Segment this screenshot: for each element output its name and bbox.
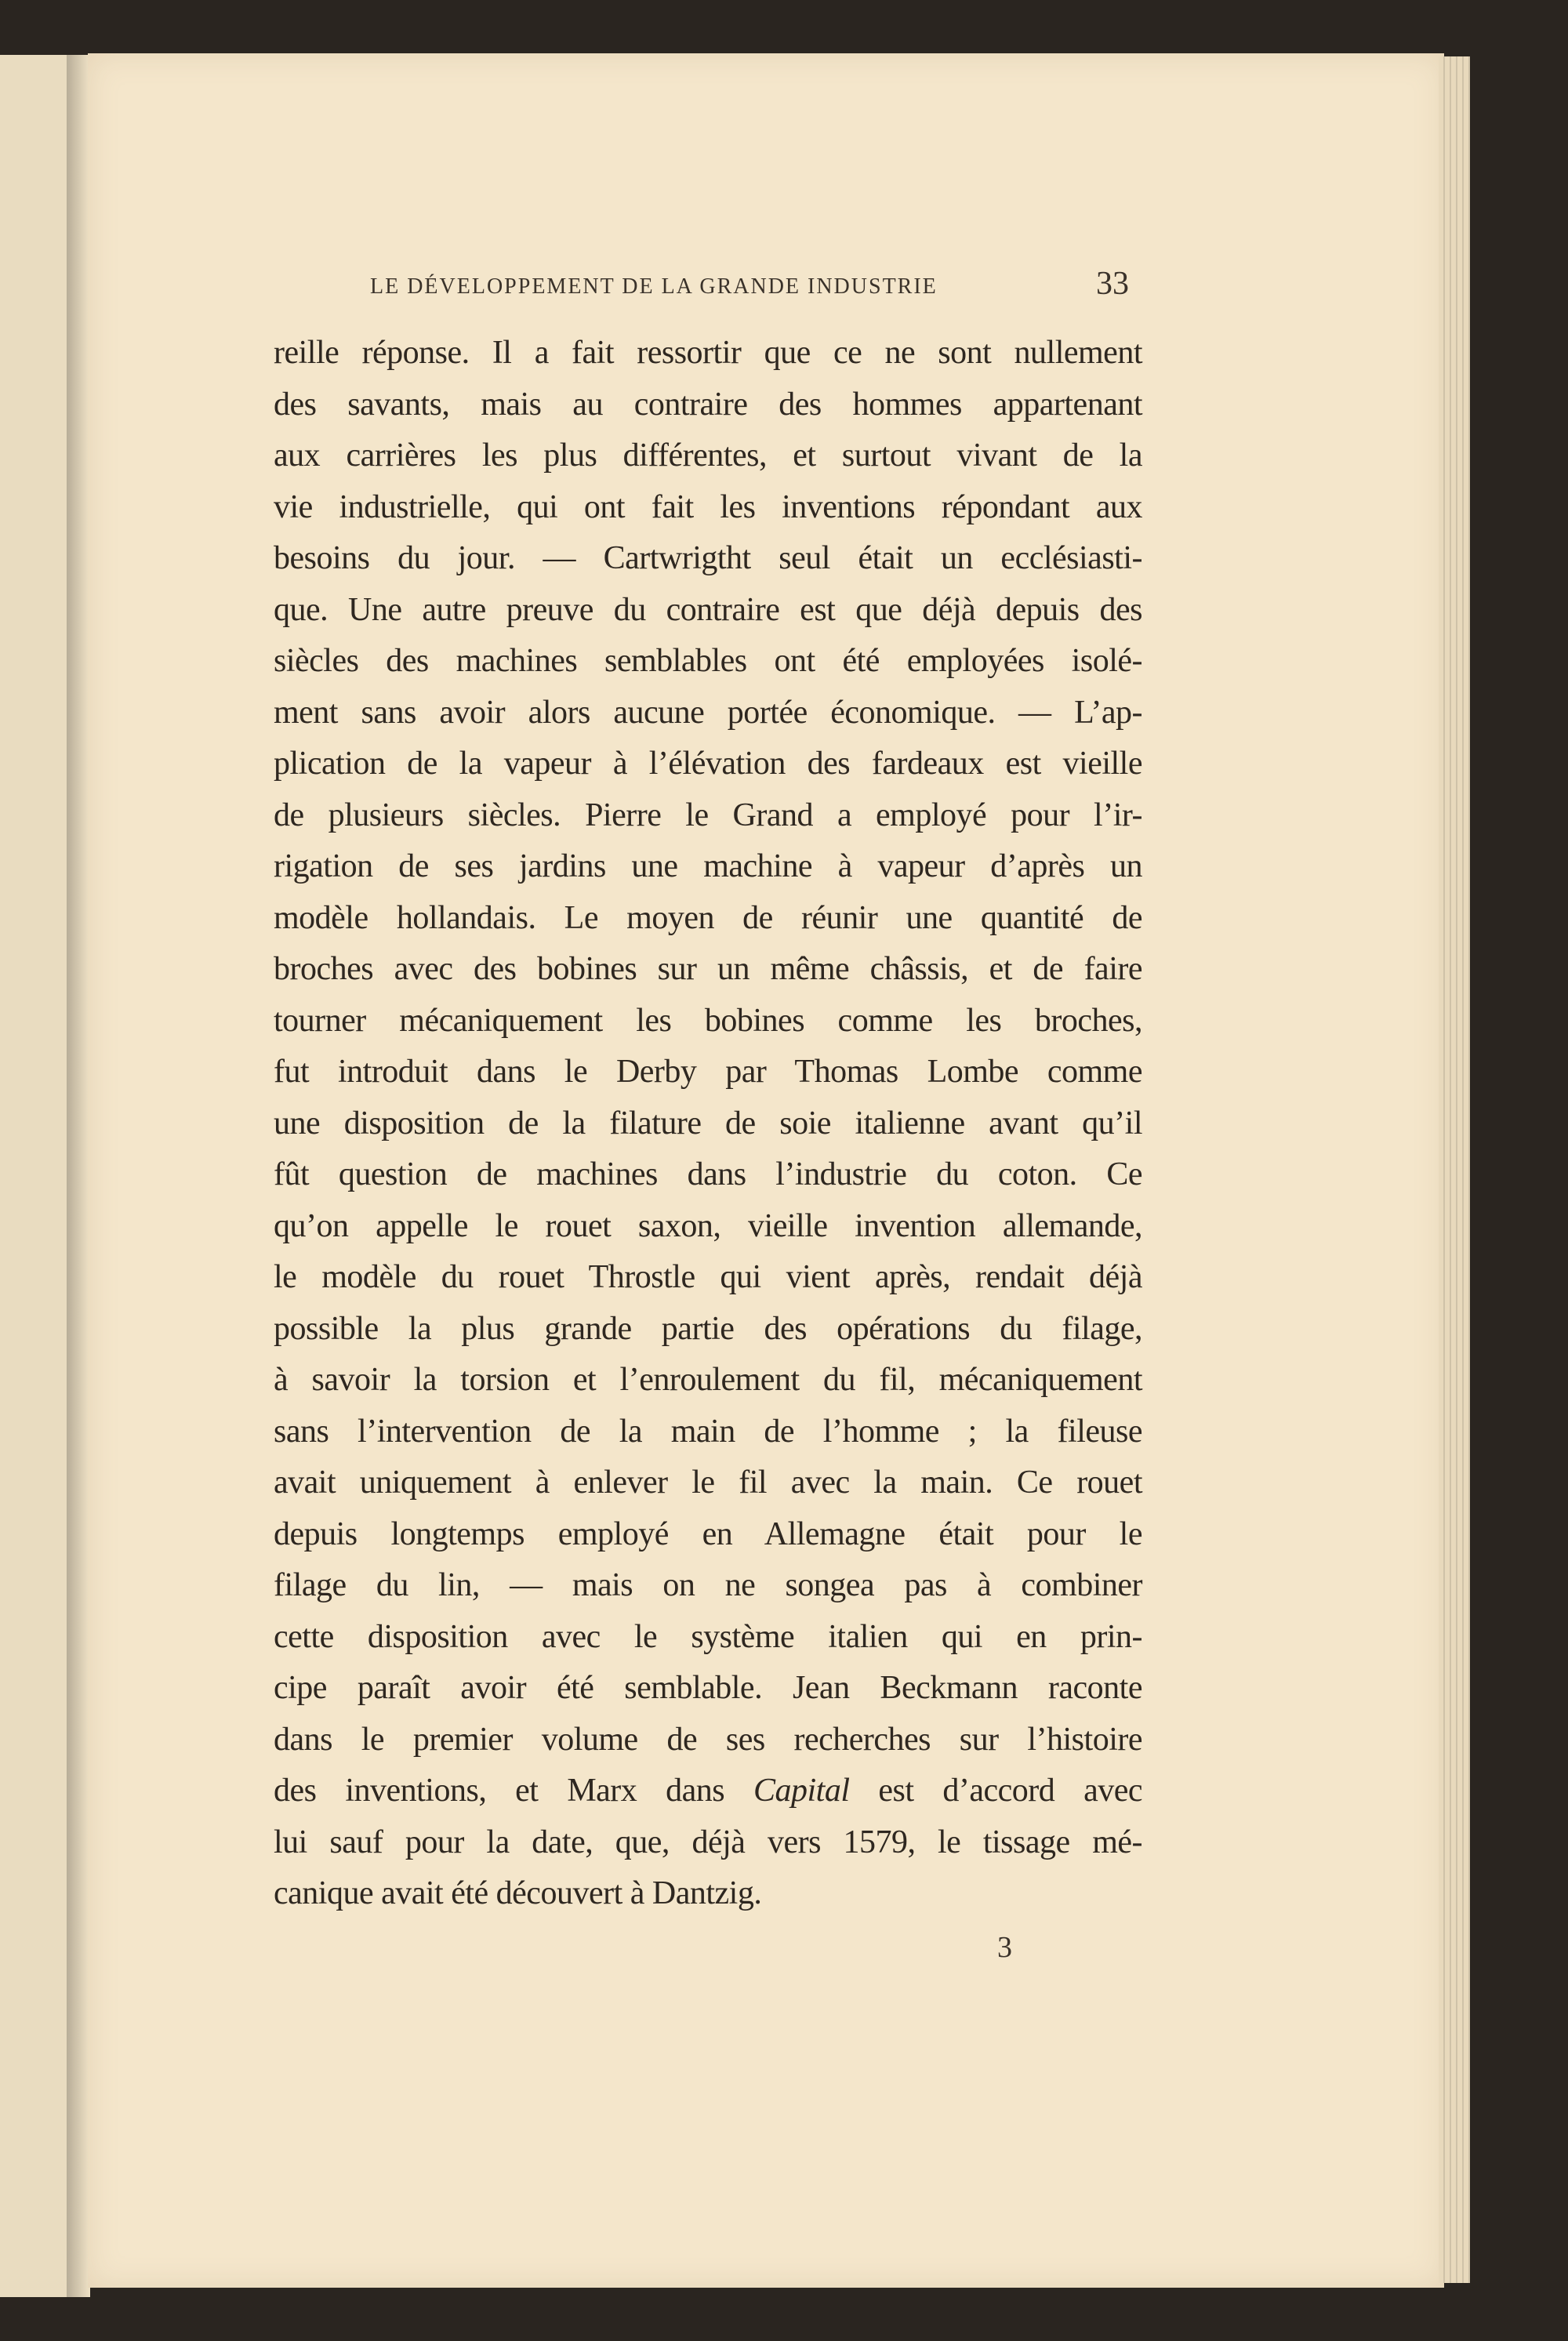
text-line: qu’on appelle le rouet saxon, vieille invention allemande, — [274, 1207, 1142, 1244]
text-line: fût question de machines dans l’industrie du coton. Ce — [274, 1156, 1142, 1192]
text-segment: est d’accord avec — [849, 1773, 1143, 1809]
text-line: besoins du jour. — Cartwrigtht seul était un ecclésiasti- — [274, 540, 1142, 576]
text-line: depuis longtemps employé en Allemagne était pour le — [274, 1515, 1142, 1552]
text-segment: des inventions, et Marx dans — [274, 1773, 753, 1809]
text-line: que. Une autre preuve du contraire est que déjà depuis des — [274, 591, 1142, 628]
italic-title: Capital — [753, 1773, 850, 1809]
text-line: le modèle du rouet Throstle qui vient après, rendait déjà — [274, 1259, 1142, 1295]
text-line: des savants, mais au contraire des hommes appartenant — [274, 386, 1142, 423]
signature-mark: 3 — [997, 1931, 1012, 1964]
text-line: dans le premier volume de ses recherches sur l’histoire — [274, 1721, 1142, 1758]
text-line: filage du lin, — mais on ne songea pas à combiner — [274, 1567, 1142, 1603]
text-line: broches avec des bobines sur un même châssis, et de faire — [274, 951, 1142, 987]
text-line: possible la plus grande partie des opérations du filage, — [274, 1310, 1142, 1347]
page-edges — [1439, 56, 1470, 2283]
text-line: canique avait été découvert à Dantzig. — [274, 1875, 762, 1911]
text-line — [274, 1766, 1142, 1817]
text-line: ment sans avoir alors aucune portée économique. — L’ap- — [274, 694, 1142, 731]
text-line: fut introduit dans le Derby par Thomas Lombe comme — [274, 1054, 1142, 1090]
text-line: cette disposition avec le système italien qui en prin- — [274, 1618, 1142, 1655]
text-line: reille réponse. Il a fait ressortir que ce ne sont nullement — [274, 335, 1142, 371]
text-line: une disposition de la filature de soie italienne avant qu’il — [274, 1105, 1142, 1141]
page-number: 33 — [1096, 266, 1129, 302]
text-line: siècles des machines semblables ont été employées isolé- — [274, 643, 1142, 679]
text-line: plication de la vapeur à l’élévation des fardeaux est vieille — [274, 746, 1142, 782]
text-line: lui sauf pour la date, que, déjà vers 1579, le tissage mé- — [274, 1824, 1142, 1860]
gutter-shadow — [67, 55, 90, 2297]
text-line: modèle hollandais. Le moyen de réunir une quantité de — [274, 899, 1142, 936]
text-line: cipe paraît avoir été semblable. Jean Beckmann raconte — [274, 1670, 1142, 1706]
text-line: tourner mécaniquement les bobines comme les broches, — [274, 1002, 1142, 1039]
body-text — [274, 328, 1142, 1920]
text-line: avait uniquement à enlever le fil avec la main. Ce rouet — [274, 1464, 1142, 1501]
running-head: LE DÉVELOPPEMENT DE LA GRANDE INDUSTRIE — [370, 274, 938, 299]
text-line: sans l’intervention de la main de l’homme ; la fileuse — [274, 1413, 1142, 1450]
text-line: à savoir la torsion et l’enroulement du fil, mécaniquement — [274, 1362, 1142, 1398]
text-line: vie industrielle, qui ont fait les inventions répondant aux — [274, 488, 1142, 525]
text-line: aux carrières les plus différentes, et surtout vivant de la — [274, 437, 1142, 474]
text-line: de plusieurs siècles. Pierre le Grand a employé pour l’ir- — [274, 797, 1142, 833]
text-line: rigation de ses jardins une machine à vapeur d’après un — [274, 848, 1142, 884]
